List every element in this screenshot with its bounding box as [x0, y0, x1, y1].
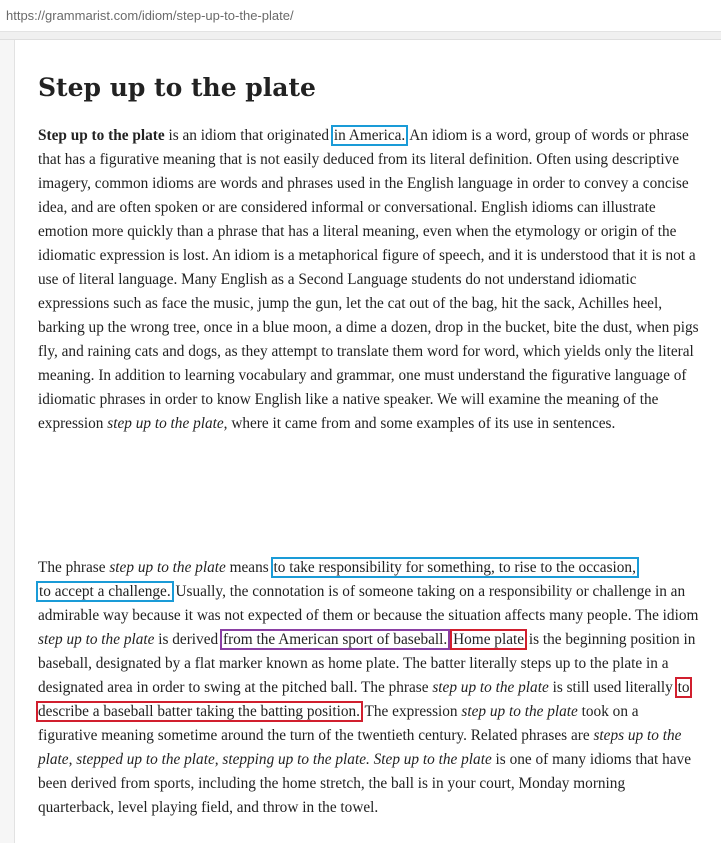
highlight-home-plate: Home plate [453, 631, 525, 648]
url-path: /idiom/step-up-to-the-plate/ [138, 8, 294, 23]
highlight-meaning-a: to take responsibility for something, to rise to the occasion, [273, 559, 636, 576]
page-title: Step up to the plate [38, 73, 316, 102]
highlight-in-america: in America. [333, 127, 406, 144]
p2-text-1: The phrase [38, 559, 110, 576]
p2-text-2: means [225, 559, 273, 576]
p2-text-7: is still used literally [548, 679, 677, 696]
address-bar[interactable] [0, 0, 721, 32]
highlight-baseball: from the American sport of baseball. [222, 631, 448, 648]
p2-italic-2: step up to the plate [38, 631, 155, 648]
p2-text-6: is the beginning position in baseball, designated by a flat marker known as home plate. The batter literally steps up to the plate in a designated area in order to swing at the pitched ball. The phrase [38, 631, 696, 696]
p2-text-10: is one of many idioms that have been derived from sports, including the home stretch, the ball is in your court, Monday morning quarterback, level playing field, and throw in the towel. [38, 751, 691, 816]
p2-italic-4: step up to the plate [461, 703, 578, 720]
article [38, 70, 700, 816]
url-text[interactable] [6, 8, 294, 23]
p2-italic-5: steps up to the plate, stepped up to the plate, stepping up to the plate. Step up to the plate [38, 727, 682, 768]
toolbar-strip [0, 32, 721, 40]
p2-italic-3: step up to the plate [432, 679, 549, 696]
meaning-paragraph [38, 556, 700, 820]
p1-text-1: is an idiom that originated [164, 127, 333, 144]
p2-italic-1: step up to the plate [109, 559, 226, 576]
intro-paragraph [38, 124, 700, 436]
p2-text-8: The expression [361, 703, 462, 720]
highlight-batter: to describe a baseball batter taking the batting position. [38, 679, 690, 720]
left-rail [0, 40, 15, 843]
bold-term: Step up to the plate [38, 127, 165, 144]
p1-text-3: , where it came from and some examples of its use in sentences. [223, 415, 616, 432]
p2-text-3: Usually, the connotation is of someone taking on a responsibility or challenge in an admirable way because it was not expected of them or because the situation affects many people. The idiom [38, 583, 699, 624]
p2-text-9: took on a figurative meaning sometime around the turn of the twentieth century. Related phrases are [38, 703, 639, 744]
url-prefix: https://grammarist.com [6, 8, 139, 23]
p1-text-2: An idiom is a word, group of words or phrase that has a figurative meaning that is not easily deduced from its literal definition. Often using descriptive imagery, common idioms are words and phrases used in the English language in order to convey a concise idea, and are often spoken or are considered informal or conversational. English idioms can illustrate emotion more quickly than a phrase that has a literal meaning, even when the etymology or origin of the idiomatic expression is lost. An idiom is a metaphorical figure of speech, and it is understood that it is not a use of literal language. Many English as a Second Language students do not understand idiomatic expressions such as face the music, jump the gun, let the cat out of the bag, hit the sack, Achilles heel, barking up the wrong tree, once in a blue moon, a dime a dozen, drop in the bucket, bite the dust, when pigs fly, and raining cats and dogs, as they attempt to translate them word for word, which yields only the literal meaning. In addition to learning vocabulary and grammar, one must understand the figurative language of idiomatic phrases in order to know English like a native speaker. We will examine the meaning of the expression [38, 127, 699, 432]
italic-expression: step up to the plate [107, 415, 224, 432]
p2-text-4: is derived [154, 631, 222, 648]
highlight-meaning-b: to accept a challenge. [39, 583, 171, 600]
